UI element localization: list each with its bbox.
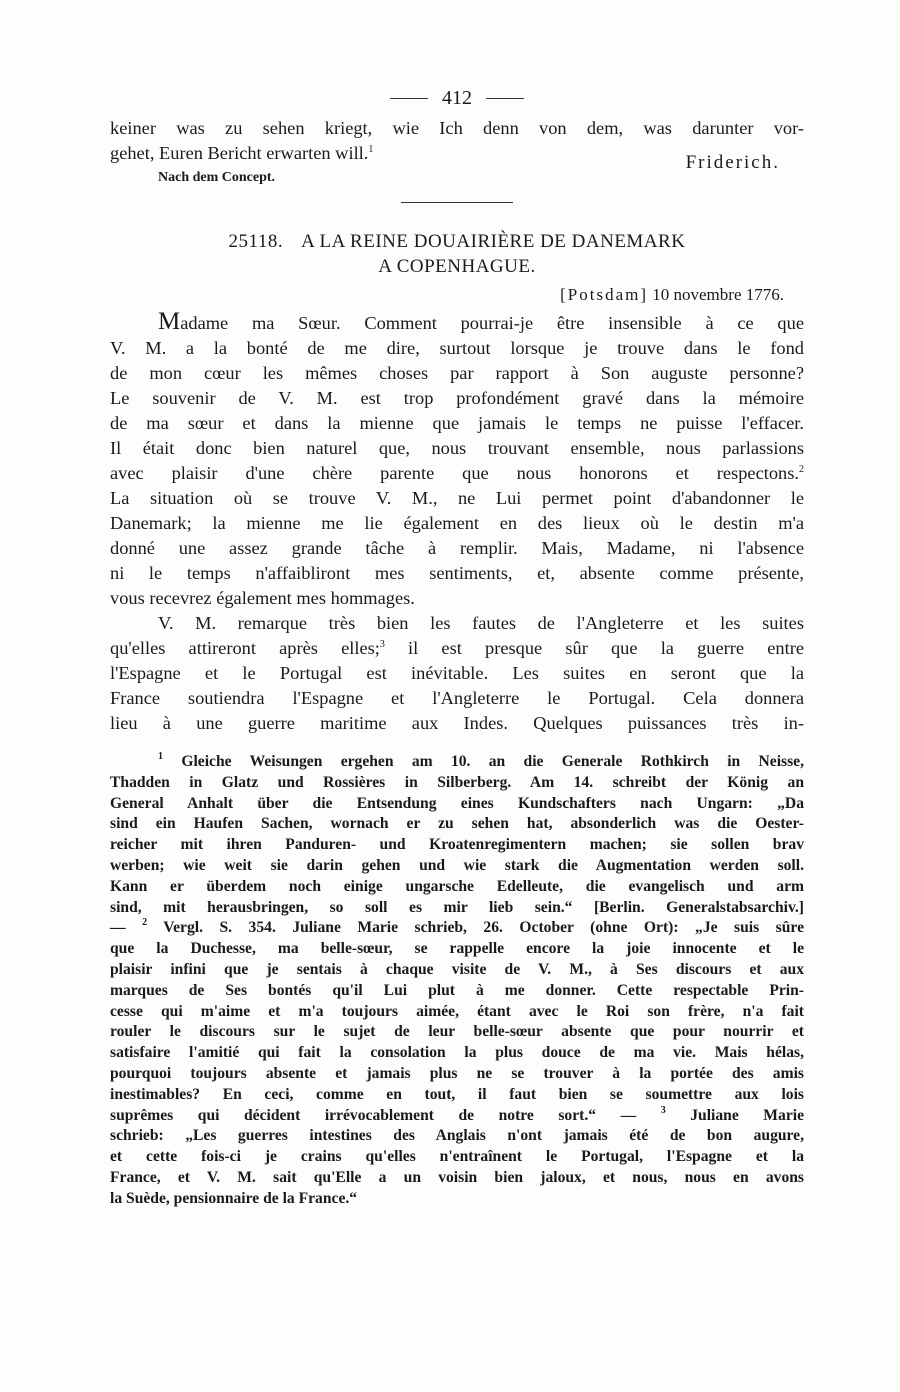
signature: Friderich.	[685, 152, 780, 173]
text-line: France soutiendra l'Espagne et l'Angleterre le Portugal. Cela donnera	[110, 688, 804, 708]
letter-number: 25118.	[228, 231, 284, 252]
footnote-line: Thadden in Glatz und Rossières in Silberberg. Am 14. schreibt der König an	[110, 773, 804, 791]
footnote-mark: 2	[142, 917, 148, 929]
text-line: keiner was zu sehen kriegt, wie Ich denn von dem, was darunter vor-	[110, 118, 804, 138]
source-note: Nach dem Concept.	[158, 170, 276, 185]
footnote-line: werben; wie weit sie darin gehen und wie stark die Augmentation werden soll.	[110, 856, 804, 874]
footnote-line: reicher mit ihren Panduren- und Kroatenregimentern machen; sie sollen brav	[110, 836, 804, 854]
footnote-mark: 1	[158, 751, 163, 762]
previous-letter-ending	[110, 116, 804, 186]
footnote-ref: 3	[379, 639, 385, 650]
footnote-line: plaisir infini que je sentais à chaque visite de V. M., à Ses discours et aux	[110, 960, 804, 978]
footnotes	[110, 752, 804, 1210]
footnote-line: sind, mit herausbringen, so soll es mir lieb sein.“ [Berlin. Generalstabsarchiv.]	[110, 898, 804, 916]
footnote-line: Kann er überdem noch einige ungarsche Edelleute, die evangelisch und arm	[110, 877, 804, 895]
text-line: vous recevrez également mes hommages.	[110, 588, 415, 608]
footnote-line: suprêmes qui décident irrévocablement de notre sort.“ — $^3$ Juliane Marie	[110, 1104, 804, 1124]
text-line: V. M. remarque très bien les fautes de l'Angleterre et les suites	[158, 613, 804, 633]
footnote-line: pourquoi toujours absente et jamais plus ne se trouver à la portée des amis	[110, 1064, 804, 1082]
footnote-line: General Anhalt über die Entsendung eines Kundschafters nach Ungarn: „Da	[110, 794, 804, 812]
text-line: V. M. a la bonté de me dire, surtout lorsque je trouve dans le fond	[110, 338, 804, 358]
header-rule-left	[390, 98, 428, 99]
text-line: donné une assez grande tâche à remplir. Mais, Madame, ni l'absence	[110, 538, 804, 558]
text-line: l'Espagne et le Portugal est inévitable. Les suites en seront que la	[110, 663, 804, 683]
text-line: lieu à une guerre maritime aux Indes. Quelques puissances très in-	[110, 713, 804, 733]
text-line: qu'elles attireront après elles;$^3$ il est presque sûr que la guerre entre	[110, 638, 804, 658]
footnote-line: et cette fois-ci je crains qu'elles n'entraînent le Portugal, l'Espagne et la	[110, 1148, 804, 1166]
footnote-line: inestimables? En ceci, comme en tout, il faut bien se soumettre aux lois	[110, 1085, 804, 1103]
footnote-mark: 3	[660, 1104, 666, 1116]
footnote-line: que la Duchesse, ma belle-sœur, se rappelle encore la joie innocente et le	[110, 940, 804, 958]
footnote-line: satisfaire l'amitié qui fait la consolation la plus douce de ma vie. Mais hélas,	[110, 1044, 804, 1062]
footnote-ref: 1	[368, 144, 374, 155]
footnote-ref: 2	[799, 464, 804, 475]
text-line: Madame ma Sœur. Comment pourrai-je être insensible à ce que	[158, 308, 804, 335]
letter-dateline	[110, 285, 804, 305]
letter-title-line2: A COPENHAGUE.	[378, 256, 536, 277]
text-line: gehet, Euren Bericht erwarten will.$^1$	[110, 143, 374, 163]
header-rule-right	[486, 98, 524, 99]
footnote-line: schrieb: „Les guerres intestines des Anglais n'ont jamais été de bon augure,	[110, 1127, 804, 1145]
section-divider	[401, 202, 513, 203]
footnote-line: France, et V. M. sait qu'Elle a un voisin bien jaloux, et nous, nous en avons	[110, 1168, 804, 1186]
text-line: avec plaisir d'une chère parente que nous honorons et respectons.$^2$	[110, 463, 804, 483]
text-line: de ma sœur et dans la mienne que jamais le temps ne puisse l'effacer.	[110, 413, 804, 433]
text-line: Il était donc bien naturel que, nous trouvant ensemble, nous parlassions	[110, 438, 804, 458]
document-page	[110, 84, 804, 1210]
footnote-line: la Suède, pensionnaire de la France.“	[110, 1189, 358, 1207]
text-line: Danemark; la mienne me lie également en des lieux où le destin m'a	[110, 513, 804, 533]
page-number: 412	[442, 86, 472, 109]
letter-date: 10 novembre 1776.	[652, 285, 784, 304]
text-line: La situation où se trouve V. M., ne Lui permet point d'abandonner le	[110, 488, 804, 508]
footnote-line: — $^2$ Vergl. S. 354. Juliane Marie schrieb, 26. October (ohne Ort): „Je suis sûre	[110, 917, 804, 937]
letter-title-line1: 25118. A LA REINE DOUAIRIÈRE DE DANEMARK	[228, 231, 686, 252]
footnote-line: cesse qui m'aime et m'a toujours aimée, étant avec le Roi son frère, n'a fait	[110, 1002, 804, 1020]
footnote-line: $^1$ Gleiche Weisungen ergehen am 10. an die Generale Rothkirch in Neisse,	[158, 751, 804, 770]
text-line: ni le temps n'affaibliront mes sentiments, et, absente comme présente,	[110, 563, 804, 583]
letter-place: [Potsdam]	[560, 285, 649, 304]
footnote-line: rouler le discours sur le sujet de leur belle-sœur absente que pour nourrir et	[110, 1023, 804, 1041]
text-line: de mon cœur les mêmes choses par rapport à Son auguste personne?	[110, 363, 804, 383]
initial-letter: M	[158, 308, 181, 335]
page-header	[110, 84, 804, 112]
letter-heading	[110, 229, 804, 279]
footnote-line: sind ein Haufen Sachen, wornach er zu sehen hat, absonderlich was die Oester-	[110, 815, 804, 833]
text-line: Le souvenir de V. M. est trop profondément gravé dans la mémoire	[110, 388, 804, 408]
footnote-line: marques de Ses bontés qu'il Lui plut à me donner. Cette respectable Prin-	[110, 981, 804, 999]
letter-body	[110, 309, 804, 736]
